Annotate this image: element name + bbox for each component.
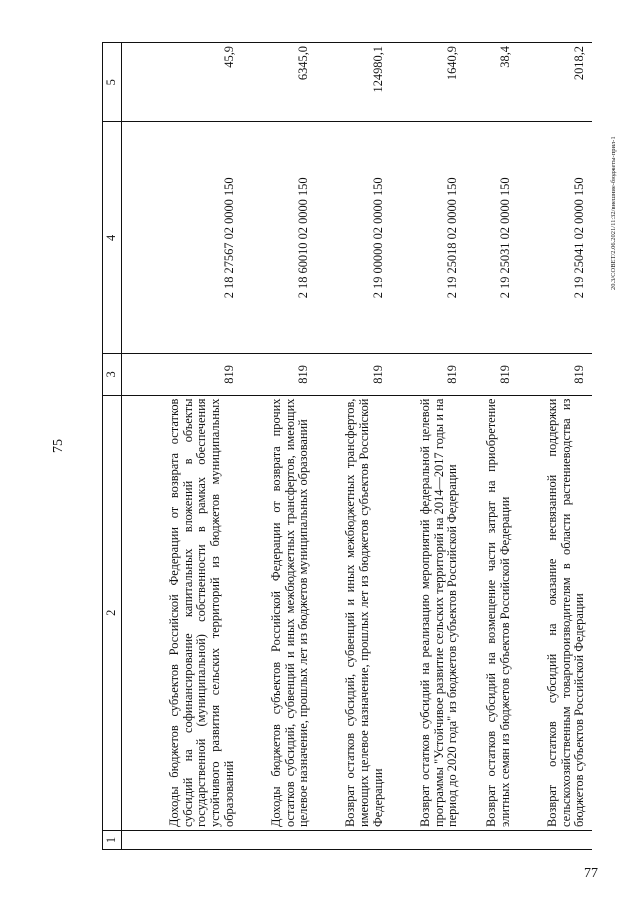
header-col-3: 3 [103,354,122,395]
cell-admin-code: 819 [122,354,242,395]
cell-number [390,830,465,849]
cell-admin-code: 819 [517,354,592,395]
header-col-2: 2 [103,395,122,830]
cell-description: Доходы бюджетов субъектов Российской Федерации от возврата прочих остатков субсидий, субвенций и иных межбюджетных трансфертов, имеющих целевое назначение, прошлых лет из бюджетов муниципальных образований [241,395,316,830]
header-col-5: 5 [103,43,122,123]
cell-amount: 45,9 [122,43,242,123]
cell-budget-code: 2 19 25031 02 0000 150 [465,122,517,354]
cell-admin-code: 819 [390,354,465,395]
cell-budget-code: 2 18 27567 02 0000 150 [122,122,242,354]
table-row [316,43,391,850]
header-col-1: 1 [103,830,122,849]
cell-description: Возврат остатков субсидий, субвенций и иных межбюджетных трансфертов, имеющих целевое назначение, прошлых лет из бюджетов субъектов Российской Федерации [316,395,391,830]
cell-number [122,830,242,849]
cell-amount: 124980,1 [316,43,391,123]
header-col-4: 4 [103,122,122,354]
cell-description: Возврат остатков субсидий на возмещение части затрат на приобретение элитных семян из бюджетов субъектов Российской Федерации [465,395,517,830]
cell-budget-code: 2 19 25018 02 0000 150 [390,122,465,354]
inner-page-number: 75 [51,439,66,453]
cell-number [517,830,592,849]
cell-description: Возврат остатков субсидий на оказание несвязанной поддержки сельскохозяйственным товаропроизводителям в области растениеводства из бюджетов субъектов Российской Федерации [517,395,592,830]
table-container [102,42,592,850]
cell-admin-code: 819 [465,354,517,395]
budget-table [102,42,592,850]
outer-page-number: 77 [584,866,598,881]
table-row [465,43,517,850]
cell-number [316,830,391,849]
cell-amount: 1640,9 [390,43,465,123]
cell-budget-code: 2 19 25041 02 0000 150 [517,122,592,354]
cell-budget-code: 2 18 60010 02 0000 150 [241,122,316,354]
table-row [122,43,242,850]
cell-amount: 6345,0 [241,43,316,123]
cell-amount: 2018,2 [517,43,592,123]
table-row [241,43,316,850]
table-header-row [103,43,122,850]
cell-description: Возврат остатков субсидий на реализацию мероприятий федеральной целевой программы "Устойчивое развитие сельских территорий на 2014—2017 годы и на период до 2020 года" из бюджетов субъектов Российской Федерации [390,395,465,830]
cell-admin-code: 819 [241,354,316,395]
footer-document-code: 20.3/СОВЕТ/2.06.2021/11:32/внешние-бюджеты-прил-1 [610,136,617,290]
table-row [517,43,592,850]
cell-number [465,830,517,849]
rotated-table-frame [102,42,592,850]
cell-number [241,830,316,849]
cell-description: Доходы бюджетов субъектов Российской Федерации от возврата остатков субсидий на софинансирование капитальных вложений в объекты государственной (муниципальной) собственности в рамках обеспечения устойчивого развития сельских территорий из бюджетов муниципальных образований [122,395,242,830]
cell-budget-code: 2 19 00000 02 0000 150 [316,122,391,354]
table-row [390,43,465,850]
cell-amount: 38,4 [465,43,517,123]
cell-admin-code: 819 [316,354,391,395]
